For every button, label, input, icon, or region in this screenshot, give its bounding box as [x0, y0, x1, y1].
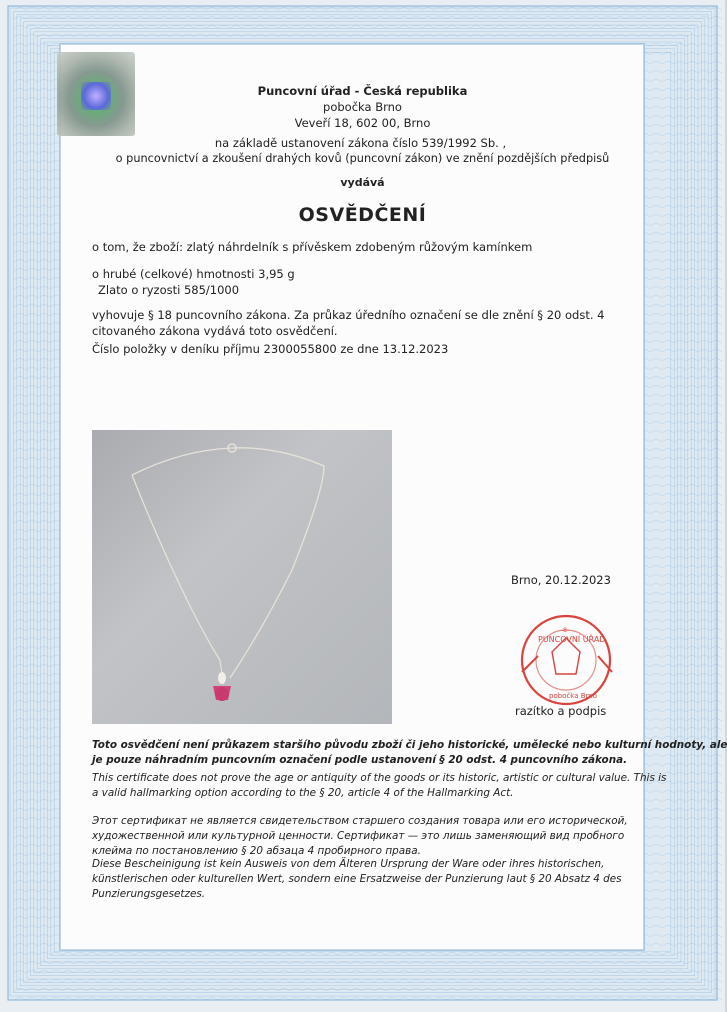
certificate-title: OSVĚDČENÍ — [298, 204, 427, 226]
disclaimer-de-line-2: künstlerischen oder kulturellen Wert, sondern eine Ersatzweise der Punzierung laut § 20 Absatz 4 des — [92, 873, 622, 885]
disclaimer-ru-line-2: художественной или культурной ценности. Сертификат — это лишь заменяющий вид пробного — [92, 830, 625, 842]
office-name: Puncovní úřad - Česká republika — [257, 84, 468, 98]
journal-entry: Číslo položky v deníku příjmu 2300055800 ze dne 13.12.2023 — [92, 342, 449, 356]
disclaimer-ru-line-1: Этот сертификат не является свидетельством старшего создания товара или его исторической, — [92, 815, 628, 827]
gold-fineness: Zlato o ryzosti 585/1000 — [98, 283, 240, 297]
disclaimer-en-line-2: a valid hallmarking option according to the § 20, article 4 of the Hallmarking Act. — [92, 787, 514, 799]
gross-weight: o hrubé (celkové) hmotnosti 3,95 g — [92, 267, 295, 281]
disclaimer-en — [92, 771, 667, 801]
disclaimer-ru-line-3: клейма по постановлению § 20 абзаца 4 пробирного права. — [92, 845, 421, 857]
stamp-number: -8- — [561, 627, 570, 634]
disclaimer-cz-line-2: je pouze náhradním puncovním označení podle ustanovení § 20 odst. 4 puncovního zákona. — [92, 754, 628, 766]
signature-label: razítko a podpis — [515, 704, 607, 718]
disclaimer-de-line-3: Punzierungsgesetzes. — [92, 888, 206, 900]
official-stamp — [514, 612, 624, 712]
issues-label: vydává — [340, 176, 385, 189]
disclaimer-cz-line-1: Toto osvědčení není průkazem staršího původu zboží či jeho historické, umělecké nebo kulturní hodnoty, ale — [92, 739, 727, 751]
branch-name: pobočka Brno — [323, 100, 402, 114]
disclaimer-ru — [92, 814, 652, 859]
necklace-photo — [92, 430, 392, 724]
stamp-text-top: PUNCOVNÍ ÚŘAD — [538, 635, 606, 644]
legal-basis-line-1: na základě ustanovení zákona číslo 539/1992 Sb. , — [214, 136, 507, 150]
compliance-text-2: citovaného zákona vydává toto osvědčení. — [92, 324, 338, 338]
disclaimer-en-line-1: This certificate does not prove the age or antiquity of the goods or its historic, artistic or cultural value. This is — [92, 772, 667, 784]
goods-description: o tom, že zboží: zlatý náhrdelník s přívěskem zdobeným růžovým kamínkem — [92, 240, 533, 254]
compliance-text-1: vyhovuje § 18 puncovního zákona. Za průkaz úředního označení se dle znění § 20 odst. 4 — [92, 308, 605, 322]
stamp-text-bottom: pobočka Brno — [549, 692, 598, 700]
disclaimer-de-line-1: Diese Bescheinigung ist kein Ausweis von dem Älteren Ursprung der Ware oder ihres historischen, — [92, 858, 605, 870]
necklace-drawing — [92, 430, 392, 724]
office-address: Veveří 18, 602 00, Brno — [294, 116, 431, 130]
legal-basis-line-2: o puncovnictví a zkoušení drahých kovů (puncovní zákon) ve znění pozdějších předpisů — [115, 152, 610, 165]
disclaimer-cz — [92, 738, 727, 768]
date-place: Brno, 20.12.2023 — [511, 573, 611, 587]
disclaimer-de — [92, 857, 652, 902]
